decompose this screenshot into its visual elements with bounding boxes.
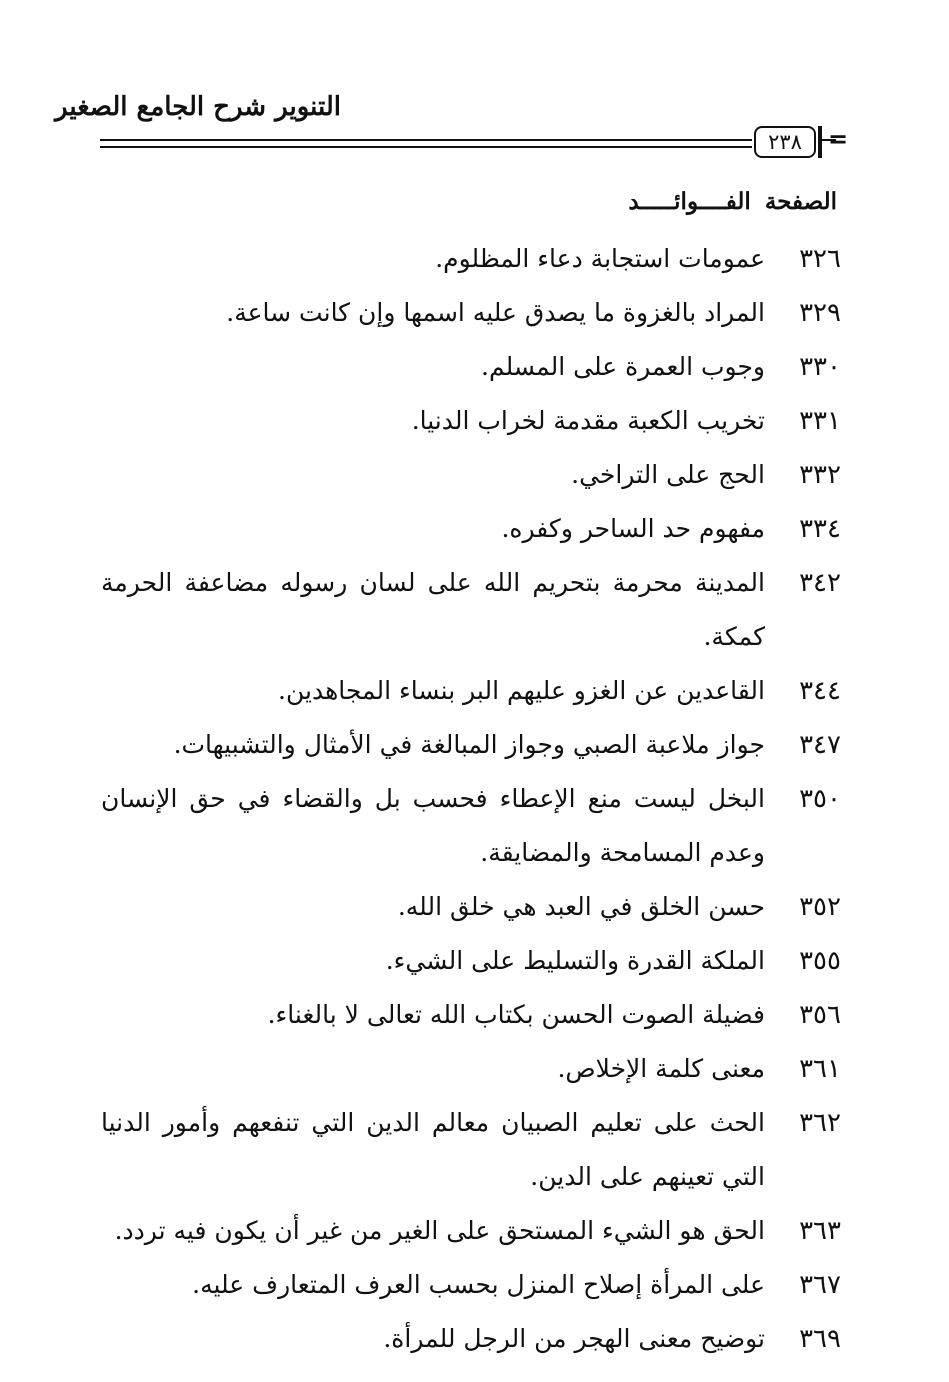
entry-page-number: ٣٤٤ — [799, 676, 841, 706]
list-item — [101, 664, 841, 718]
page-column-label: الصفحة — [764, 188, 837, 215]
list-item — [101, 556, 841, 664]
list-item — [101, 1096, 841, 1204]
header-ornament: = — [828, 124, 849, 153]
entry-page-number: ٣٣٢ — [799, 460, 841, 490]
header-rule-bottom — [100, 146, 752, 148]
entry-text: حسن الخلق في العبد هي خلق الله. — [397, 892, 765, 921]
list-item — [101, 394, 841, 448]
entry-page-number: ٣٤٢ — [799, 568, 841, 598]
entry-text: الحث على تعليم الصبيان معالم الدين التي تنفعهم وأمور الدنيا التي تعينهم على الدين. — [101, 1108, 765, 1191]
entry-text: الحج على التراخي. — [571, 460, 765, 489]
list-item — [101, 1042, 841, 1096]
page-number: ٢٣٨ — [754, 126, 816, 158]
entry-page-number: ٣٤٧ — [799, 730, 841, 760]
list-item — [101, 286, 841, 340]
entry-page-number: ٣٣٤ — [799, 514, 841, 544]
list-item — [101, 718, 841, 772]
entry-text: تخريب الكعبة مقدمة لخراب الدنيا. — [411, 406, 765, 435]
column-heading — [628, 188, 837, 215]
header-rule-top — [100, 139, 752, 141]
page-number-bar — [818, 126, 822, 158]
list-item — [101, 1258, 841, 1312]
entry-text: الحق هو الشيء المستحق على الغير من غير أن يكون فيه تردد. — [114, 1216, 765, 1245]
entry-text: توضيح معنى الهجر من الرجل للمرأة. — [383, 1324, 765, 1353]
entry-text: معنى كلمة الإخلاص. — [557, 1054, 765, 1083]
list-item — [101, 1204, 841, 1258]
entry-text: مفهوم حد الساحر وكفره. — [501, 514, 765, 543]
list-item — [101, 772, 841, 880]
entry-page-number: ٣٦٢ — [799, 1108, 841, 1138]
benefits-list — [101, 232, 841, 1366]
entry-text: عمومات استجابة دعاء المظلوم. — [435, 244, 765, 273]
entry-text: الملكة القدرة والتسليط على الشيء. — [385, 946, 765, 975]
list-item — [101, 232, 841, 286]
entry-page-number: ٣٦١ — [799, 1054, 841, 1084]
entry-text: جواز ملاعبة الصبي وجواز المبالغة في الأمثال والتشبيهات. — [173, 730, 765, 759]
list-item — [101, 340, 841, 394]
entry-page-number: ٣٥٥ — [799, 946, 841, 976]
entry-text: المراد بالغزوة ما يصدق عليه اسمها وإن كانت ساعة. — [226, 298, 765, 327]
entry-page-number: ٣٦٣ — [799, 1216, 841, 1246]
list-item — [101, 934, 841, 988]
benefits-column-label: الفــــوائـــــد — [628, 188, 751, 215]
entry-text: البخل ليست منع الإعطاء فحسب بل والقضاء في حق الإنسان وعدم المسامحة والمضايقة. — [101, 784, 765, 867]
list-item — [101, 880, 841, 934]
list-item — [101, 1312, 841, 1366]
list-item — [101, 448, 841, 502]
entry-page-number: ٣٥٠ — [799, 784, 841, 814]
entry-page-number: ٣٥٢ — [799, 892, 841, 922]
entry-page-number: ٣٢٩ — [799, 298, 841, 328]
entry-page-number: ٣٢٦ — [799, 244, 841, 274]
list-item — [101, 988, 841, 1042]
list-item — [101, 502, 841, 556]
entry-page-number: ٣٦٧ — [799, 1270, 841, 1300]
book-title: التنوير شرح الجامع الصغير — [55, 92, 341, 122]
entry-text: المدينة محرمة بتحريم الله على لسان رسوله مضاعفة الحرمة كمكة. — [101, 568, 765, 651]
entry-text: وجوب العمرة على المسلم. — [481, 352, 765, 381]
entry-page-number: ٣٣٠ — [799, 352, 841, 382]
entry-page-number: ٣٣١ — [799, 406, 841, 436]
entry-text: على المرأة إصلاح المنزل بحسب العرف المتعارف عليه. — [192, 1270, 765, 1299]
entry-text: القاعدين عن الغزو عليهم البر بنساء المجاهدين. — [278, 676, 765, 705]
entry-text: فضيلة الصوت الحسن بكتاب الله تعالى لا بالغناء. — [267, 1000, 765, 1029]
entry-page-number: ٣٦٩ — [799, 1324, 841, 1354]
entry-page-number: ٣٥٦ — [799, 1000, 841, 1030]
